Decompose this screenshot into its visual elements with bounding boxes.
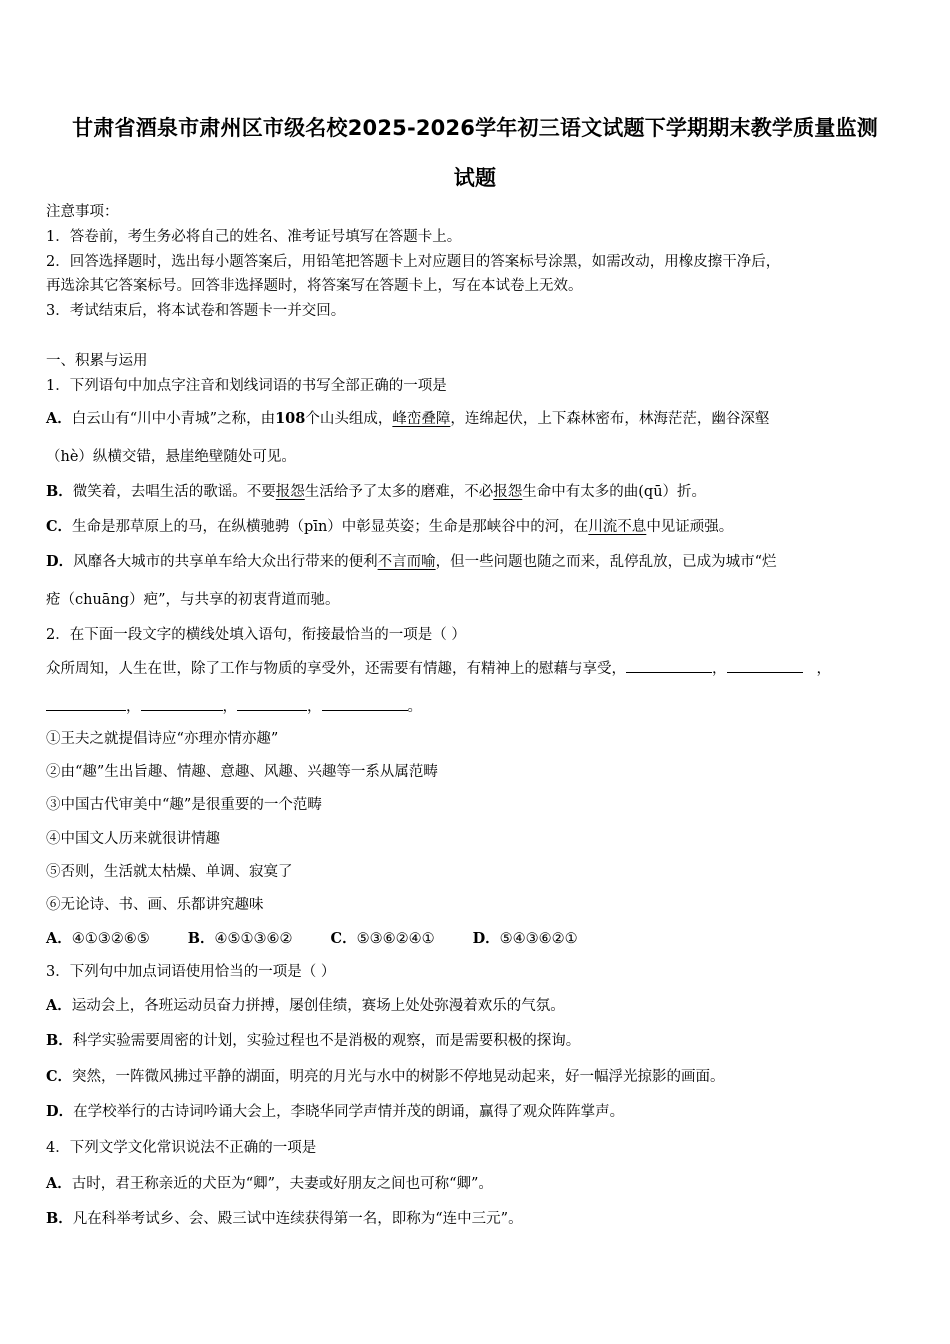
question-3-stem: 3．下列句中加点词语使用恰当的一项是（ ）: [46, 964, 336, 980]
option-label: D．: [46, 553, 74, 570]
question-2-sentence-1: ①王夫之就提倡诗应“亦理亦情亦趣”: [46, 731, 279, 747]
answer-blank[interactable]: [237, 696, 307, 711]
underlined-word: 不言而喻: [377, 554, 436, 570]
underlined-word: 报怨: [493, 484, 523, 500]
notice-item-1: 1．答卷前，考生务必将自己的姓名、准考证号填写在答题卡上。: [46, 229, 462, 245]
option-d[interactable]: D．⑤④③⑥②①: [472, 930, 578, 947]
question-2-sentence-4: ④中国文人历来就很讲情趣: [46, 831, 220, 847]
notice-item-3: 3．考试结束后，将本试卷和答题卡一并交回。: [46, 303, 346, 319]
option-a[interactable]: A．④①③②⑥⑤: [46, 930, 150, 947]
exam-title-line2: 试题: [453, 166, 497, 190]
option-label: C．: [46, 518, 73, 535]
answer-blank[interactable]: [727, 658, 803, 673]
question-2-sentence-5: ⑤否则，生活就太枯燥、单调、寂寞了: [46, 864, 293, 880]
question-1-stem: 1．下列语句中加点字注音和划线词语的书写全部正确的一项是: [46, 378, 447, 394]
question-2-sentence-3: ③中国古代审美中“趣”是很重要的一个范畴: [46, 797, 322, 813]
question-4-option-b: B．凡在科举考试乡、会、殿三试中连续获得第一名，即称为“连中三元”。: [46, 1210, 523, 1227]
question-2-options: [46, 928, 908, 950]
question-2-sentence-6: ⑥无论诗、书、画、乐都讲究趣味: [46, 897, 264, 913]
notice-item-2b: 再选涂其它答案标号。回答非选择题时，将答案写在答题卡上，写在本试卷上无效。: [46, 278, 583, 294]
question-1-option-d-cont: 疮（chuāng）疤”，与共享的初衷背道而驰。: [46, 592, 340, 608]
question-3-option-d: D．在学校举行的古诗词吟诵大会上，李晓华同学声情并茂的朗诵，赢得了观众阵阵掌声。: [46, 1103, 625, 1120]
question-3-option-a: A．运动会上，各班运动员奋力拼搏，屡创佳绩，赛场上处处弥漫着欢乐的气氛。: [46, 997, 565, 1014]
section-heading: 一、积累与运用: [46, 353, 148, 369]
question-1-option-c: C．生命是那草原上的马，在纵横驰骋（pīn）中彰显英姿；生命是那峡谷中的河，在川流不息中见证顽强。: [46, 518, 734, 535]
underlined-word: 报怨: [275, 484, 305, 500]
question-3-option-b: B．科学实验需要周密的计划，实验过程也不是消极的观察，而是需要积极的探询。: [46, 1032, 581, 1049]
question-1-option-b: B．微笑着，去唱生活的歌谣。不要报怨生活给予了太多的磨难，不必报怨生命中有太多的曲(qū）折。: [46, 483, 707, 500]
question-2-paragraph: 众所周知，人生在世，除了工作与物质的享受外，还需要有情趣，有精神上的慰藉与享受， ， ，: [46, 658, 908, 680]
question-1-option-d: D．风靡各大城市的共享单车给大众出行带来的便利不言而喻，但一些问题也随之而来，乱停乱放，已成为城市“烂: [46, 553, 777, 570]
question-4-option-a: A．古时，君王称亲近的犬臣为“卿”，夫妻或好朋友之间也可称“卿”。: [46, 1175, 493, 1192]
question-2-sentence-2: ②由“趣”生出旨趣、情趣、意趣、风趣、兴趣等一系从属范畴: [46, 764, 438, 780]
exam-title-line1: 甘肃省酒泉市肃州区市级名校2025-2026学年初三语文试题下学期期末教学质量监测: [72, 116, 878, 140]
question-3-option-c: C．突然，一阵微风拂过平静的湖面，明亮的月光与水中的树影不停地晃动起来，好一幅浮光掠影的画面。: [46, 1068, 725, 1085]
option-b[interactable]: B．④⑤①③⑥②: [187, 930, 293, 947]
option-c[interactable]: C．⑤③⑥②④①: [330, 930, 435, 947]
notice-item-2a: 2．回答选择题时，选出每小题答案后，用铅笔把答题卡上对应题目的答案标号涂黑，如需改动，用橡皮擦干净后，: [46, 254, 781, 270]
question-1-option-a-cont: （hè）纵横交错，悬崖绝壁随处可见。: [46, 449, 296, 465]
question-2-stem: 2．在下面一段文字的横线处填入语句，衔接最恰当的一项是（ ）: [46, 627, 466, 643]
option-label: B．: [46, 483, 73, 500]
notice-heading: 注意事项：: [46, 204, 119, 220]
answer-blank[interactable]: [141, 696, 223, 711]
underlined-word: 峰峦叠障: [392, 411, 451, 427]
question-1-option-a: A．白云山有“川中小青城”之称，由108个山头组成，峰峦叠障，连绵起伏，上下森林密布，林海茫茫，幽谷深壑: [46, 410, 770, 427]
answer-blank[interactable]: [46, 696, 126, 711]
answer-blank[interactable]: [322, 696, 408, 711]
underlined-word: 川流不息: [588, 519, 647, 535]
option-label: A．: [46, 410, 72, 427]
question-4-stem: 4．下列文学文化常识说法不正确的一项是: [46, 1140, 317, 1156]
question-2-blanks-line: ， ， ， 。: [46, 696, 908, 718]
answer-blank[interactable]: [626, 658, 712, 673]
